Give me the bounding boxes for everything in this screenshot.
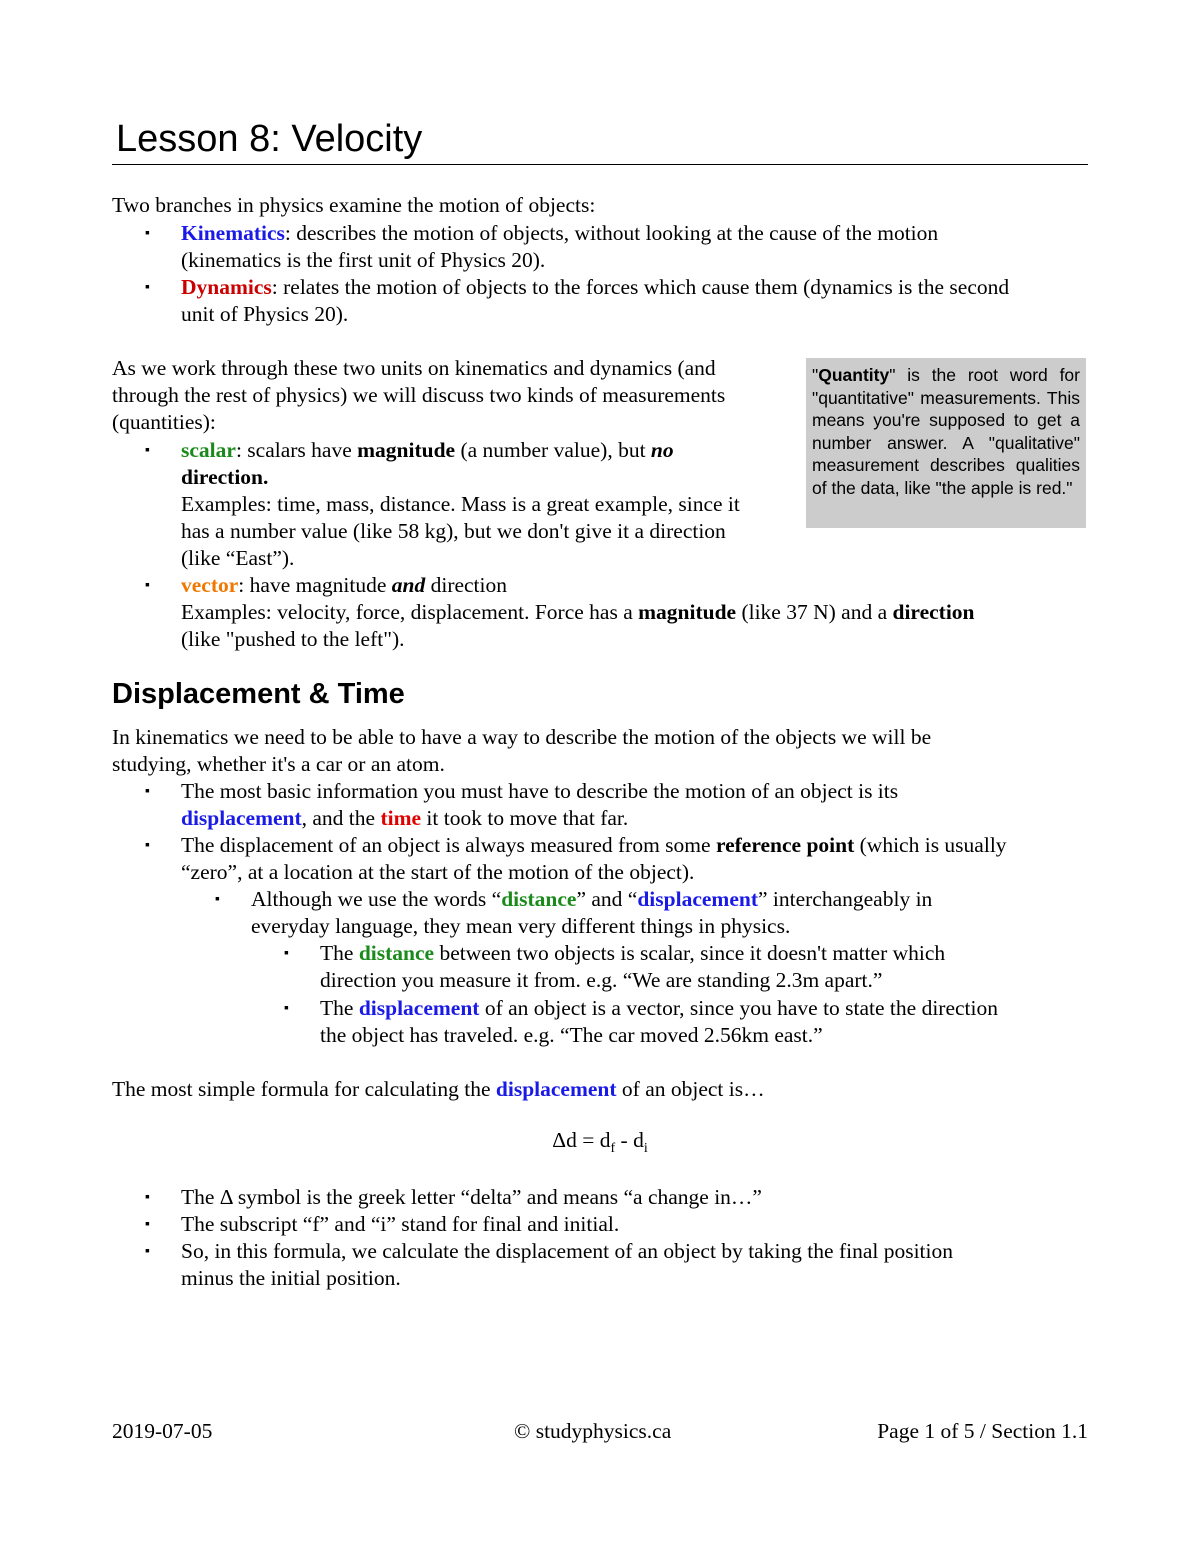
- displacement-term: displacement: [495, 1077, 617, 1101]
- bullet-marker: ▪: [284, 946, 289, 961]
- distance-scalar-2: direction you measure it from. e.g. “We are standing 2.3m apart.”: [320, 968, 883, 992]
- distance-term: distance: [501, 887, 577, 911]
- formula-explanation-2: minus the initial position.: [181, 1266, 401, 1290]
- kinematics-intro-1: In kinematics we need to be able to have a way to describe the motion of the objects we will be: [112, 725, 932, 749]
- section-heading: Displacement & Time: [112, 678, 405, 710]
- footer-date: 2019-07-05: [112, 1419, 213, 1443]
- displacement-vector-1: [320, 995, 998, 1022]
- measure-intro-1: As we work through these two units on kinematics and dynamics (and: [112, 356, 716, 380]
- distance-scalar-1: [320, 940, 945, 967]
- bullet-marker: ▪: [145, 1244, 150, 1259]
- scalar-example-1: Examples: time, mass, distance. Mass is a great example, since it: [181, 492, 740, 516]
- ref-a: The displacement of an object is always measured from some: [181, 833, 716, 857]
- formula-lhs: Δd = d: [552, 1128, 611, 1152]
- distance-term: distance: [358, 941, 435, 965]
- scalar-magnitude: magnitude: [357, 438, 456, 462]
- kinematics-desc-2: (kinematics is the first unit of Physics 20).: [181, 248, 546, 272]
- bullet-marker: ▪: [145, 280, 150, 295]
- scalar-text-a: : scalars have: [235, 438, 358, 462]
- formula-intro-a: The most simple formula for calculating the: [112, 1077, 496, 1101]
- formula-intro-b: of an object is…: [616, 1077, 765, 1101]
- kinematics-item: [181, 220, 938, 247]
- reference-point-1: [181, 832, 1007, 859]
- dynamics-item: [181, 274, 1009, 301]
- displacement-term: displacement: [358, 996, 480, 1020]
- basic-info-b: , and the: [301, 806, 381, 830]
- bullet-marker: ▪: [145, 1190, 150, 1205]
- scalar-no: no: [650, 438, 674, 462]
- scalar-item: [181, 437, 674, 464]
- dynamics-desc-2: unit of Physics 20).: [181, 302, 349, 326]
- vector-text-a: : have magnitude: [238, 573, 392, 597]
- displacement-vector-2: the object has traveled. e.g. “The car moved 2.56km east.”: [320, 1023, 823, 1047]
- ref-b: (which is usually: [854, 833, 1007, 857]
- scalar-example-2: has a number value (like 58 kg), but we don't give it a direction: [181, 519, 726, 543]
- vector-example-2: (like "pushed to the left").: [181, 627, 405, 651]
- kinematics-intro-2: studying, whether it's a car or an atom.: [112, 752, 445, 776]
- quantity-word: Quantity: [818, 365, 890, 385]
- bullet-marker: ▪: [145, 1217, 150, 1232]
- distance-vs-displacement-2: everyday language, they mean very different things in physics.: [251, 914, 791, 938]
- kinematics-desc: : describes the motion of objects, without looking at the cause of the motion: [284, 221, 939, 245]
- subscript-note: The subscript “f” and “i” stand for final and initial.: [181, 1212, 620, 1236]
- vector-ex-magnitude: magnitude: [638, 600, 737, 624]
- formula-explanation-1: So, in this formula, we calculate the displacement of an object by taking the final position: [181, 1239, 954, 1263]
- kinematics-term: Kinematics: [181, 221, 285, 245]
- quote-mark: ": [812, 365, 819, 385]
- dynamics-term: Dynamics: [181, 275, 272, 299]
- vector-ex-a: Examples: velocity, force, displacement. Force has a: [181, 600, 639, 624]
- time-term: time: [380, 806, 422, 830]
- page-title: Lesson 8: Velocity: [116, 118, 423, 160]
- displacement-formula: [0, 1128, 1200, 1157]
- distance-vs-displacement-1: [251, 886, 932, 913]
- subscript-f: f: [610, 1141, 616, 1156]
- measure-intro-3: (quantities):: [112, 410, 216, 434]
- formula-intro: [112, 1076, 765, 1103]
- p5-a: The: [320, 996, 359, 1020]
- vector-example-1: [181, 599, 975, 626]
- p4-b: between two objects is scalar, since it doesn't matter which: [434, 941, 946, 965]
- vector-ex-direction: direction: [892, 600, 975, 624]
- bullet-marker: ▪: [145, 578, 150, 593]
- bullet-marker: ▪: [145, 838, 150, 853]
- basic-info-2: [181, 805, 628, 832]
- bullet-marker: ▪: [145, 226, 150, 241]
- dynamics-desc: : relates the motion of objects to the forces which cause them (dynamics is the second: [271, 275, 1010, 299]
- p3-a: Although we use the words “: [251, 887, 502, 911]
- footer-site: © studyphysics.ca: [514, 1419, 672, 1443]
- subscript-i: i: [643, 1141, 648, 1156]
- basic-info-c: it took to move that far.: [421, 806, 629, 830]
- displacement-term: displacement: [637, 887, 758, 911]
- reference-point-2: “zero”, at a location at the start of the motion of the object).: [181, 860, 695, 884]
- quantity-note-text: [812, 364, 1080, 500]
- p5-b: of an object is a vector, since you have to state the direction: [479, 996, 998, 1020]
- vector-item: [181, 572, 507, 599]
- scalar-direction: direction.: [181, 465, 269, 489]
- title-rule: [112, 164, 1088, 165]
- measure-intro-2: through the rest of physics) we will discuss two kinds of measurements: [112, 383, 726, 407]
- scalar-term: scalar: [181, 438, 236, 462]
- vector-text-c: direction: [425, 573, 508, 597]
- vector-term: vector: [181, 573, 239, 597]
- p4-a: The: [320, 941, 359, 965]
- quantity-note-box: [806, 358, 1086, 528]
- quantity-note-rest: " is the root word for "quantitative" measurements. This means you're supposed to get a number answer. A "qualitative" measurement describes qualities of the data, like "the apple is red.": [812, 365, 1080, 498]
- vector-and: and: [391, 573, 426, 597]
- p3-b: ” and “: [576, 887, 638, 911]
- p3-c: ” interchangeably in: [757, 887, 933, 911]
- scalar-example-3: (like “East”).: [181, 546, 295, 570]
- delta-note: The Δ symbol is the greek letter “delta” and means “a change in…”: [181, 1185, 762, 1209]
- scalar-text-c: (a number value), but: [455, 438, 651, 462]
- displacement-term: displacement: [181, 806, 302, 830]
- bullet-marker: ▪: [145, 443, 150, 458]
- bullet-marker: ▪: [284, 1001, 289, 1016]
- vector-ex-c: (like 37 N) and a: [736, 600, 893, 624]
- reference-point-term: reference point: [715, 833, 855, 857]
- formula-mid: - d: [615, 1128, 644, 1152]
- bullet-marker: ▪: [145, 784, 150, 799]
- intro-text: Two branches in physics examine the motion of objects:: [112, 193, 596, 217]
- basic-info-1: The most basic information you must have to describe the motion of an object is its: [181, 779, 899, 803]
- bullet-marker: ▪: [215, 892, 220, 907]
- footer-page-number: Page 1 of 5 / Section 1.1: [877, 1419, 1088, 1443]
